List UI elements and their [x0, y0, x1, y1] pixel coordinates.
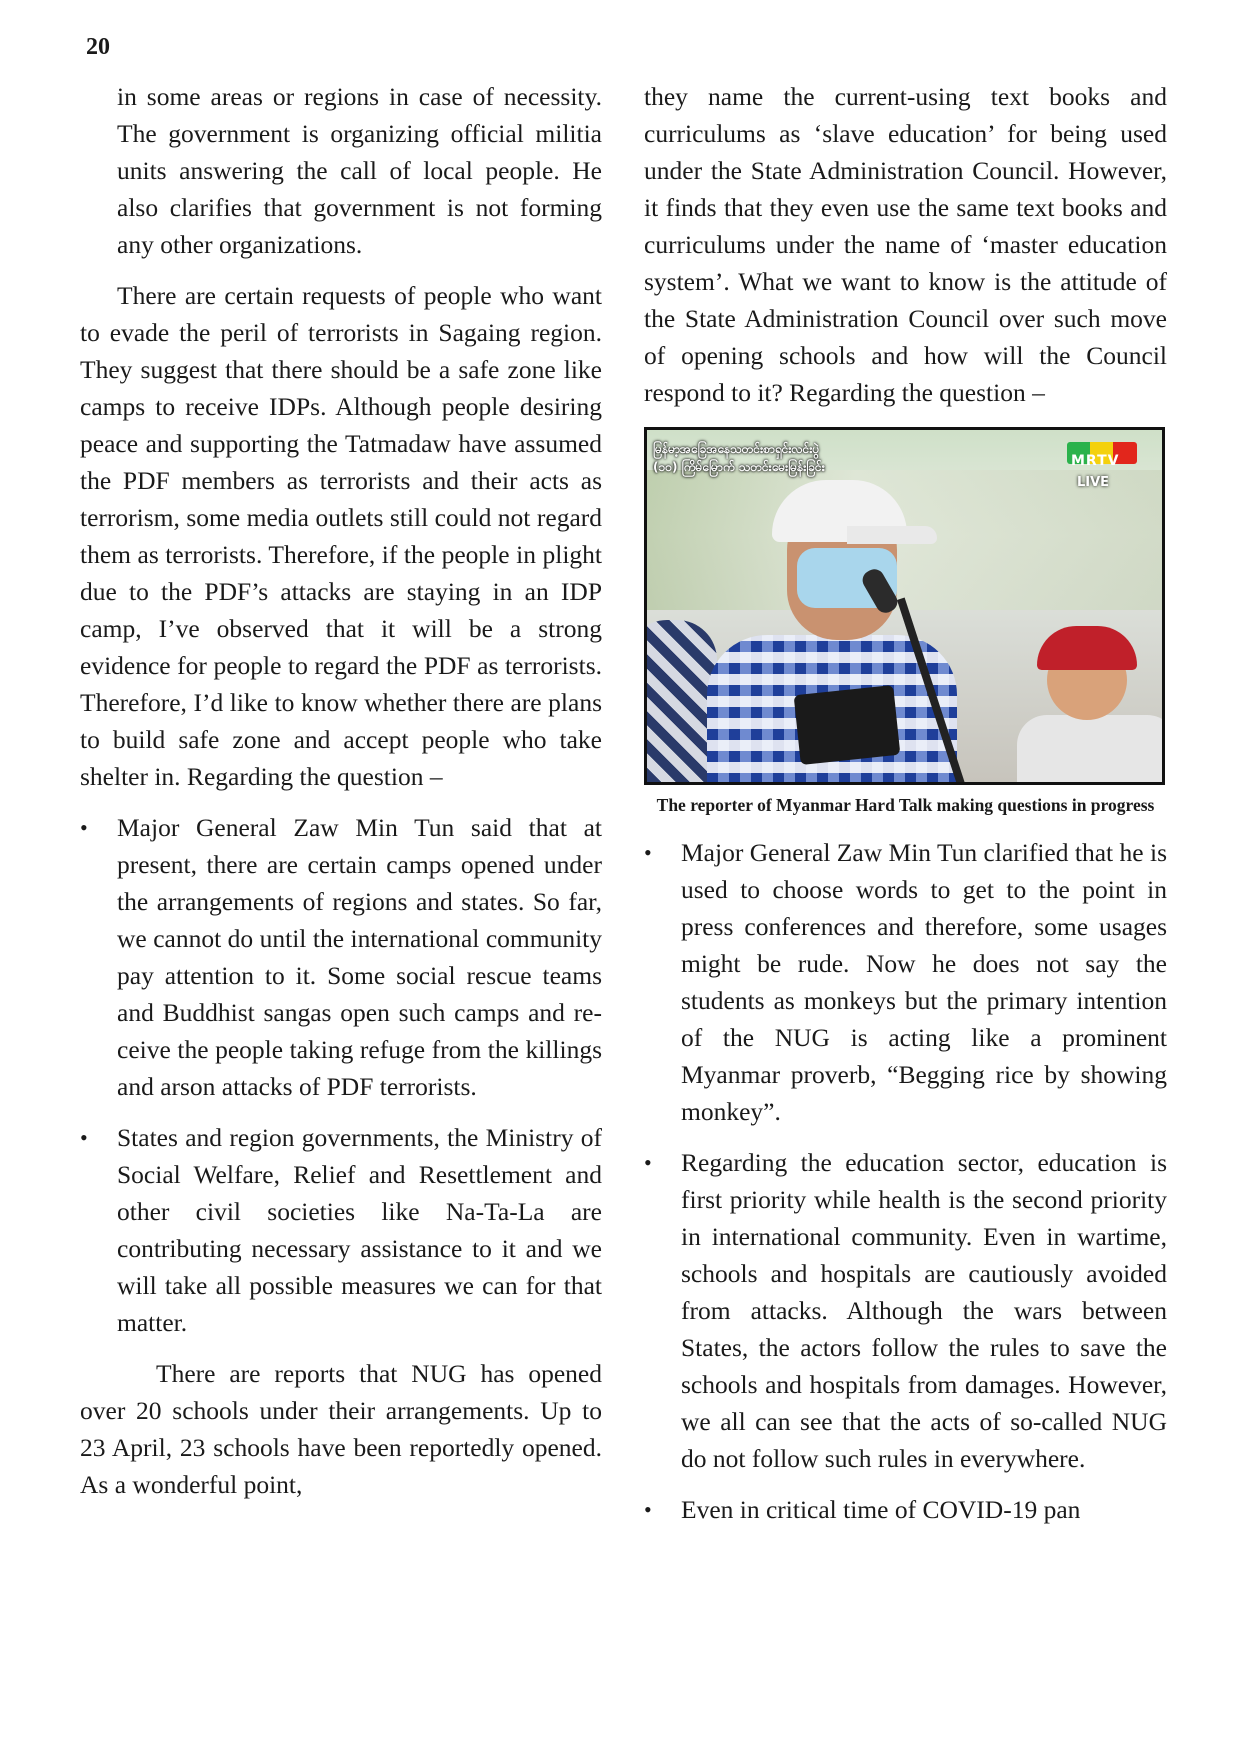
bullet-text: Major General Zaw Min Tun clarified that he is used to choose words to get to the point in press conferences and therefore, some usages might be rude. Now he does not say the students as monkeys but the primary intention of the NUG is acting like a prominent Myanmar proverb, “Begging rice by showing monkey”. — [681, 838, 1167, 1126]
page-number: 20 — [86, 34, 110, 60]
overlay-line-1: မြန်မာ့အခြေအနေသတင်းစာရှင်းလင်းပွဲ — [653, 442, 820, 456]
reporter-photo — [644, 427, 1165, 785]
answer-bullet-list — [644, 834, 1167, 1528]
photo-caption: The reporter of Myanmar Hard Talk making questions in progress — [656, 795, 1155, 815]
live-indicator: LIVE — [1077, 475, 1110, 490]
photo-red-cap — [1037, 626, 1137, 670]
tv-channel-logo — [1067, 442, 1163, 490]
bullet-text: Regarding the education sector, education is first priority while health is the second priority in international community. Even in wartime, schools and hospitals are cautiously avoided from attacks. Although the wars between States, the actors follow the rules to save the schools and hospitals from damages. However, we all can see that the acts of so-called NUG do not follow such rules in everywhere. — [681, 1148, 1167, 1473]
list-item — [644, 1491, 1167, 1528]
bullet-text: Major General Zaw Min Tun said that at present, there are certain camps opened under the arrangements of regions and states. So far, we cannot do until the international community pay attention to it. Some social rescue teams and Buddhist sangas open such camps and receive the people taking refuge from the killings and arson attacks of PDF terrorists. — [117, 813, 602, 1101]
continued-paragraph: they name the current-using text books and curriculums as ‘slave education’ for being used under the State Administration Council. However, it finds that they even use the same text books and curriculums under the name of ‘master education system’. What we want to know is the attitude of the State Administration Council over such move of opening schools and how will the Council respond to it? Regarding the question – — [644, 82, 1167, 407]
left-column — [80, 78, 602, 1517]
right-column — [644, 78, 1167, 1542]
bullet-icon: • — [80, 815, 88, 840]
list-item — [644, 1144, 1167, 1477]
photo-tablet — [794, 685, 901, 765]
photo-right-person-shirt — [1017, 715, 1165, 785]
bullet-text: Even in critical time of COVID-19 pan — [681, 1495, 1081, 1524]
broadcast-overlay-text — [653, 440, 825, 476]
list-item — [644, 834, 1167, 1130]
bullet-icon: • — [644, 1497, 652, 1522]
question-paragraph-2: There are reports that NUG has opened over 20 schools under their arrangements. Up to 23 April, 23 schools have been reportedly opened. As a wonderful point, — [80, 1359, 602, 1499]
question-paragraph: There are certain requests of people who want to evade the peril of terrorists in Sagaing region. They suggest that there should be a safe zone like camps to receive IDPs. Although people desiring peace and supporting the Tatmadaw have assumed the PDF members as terrorists and their acts as terrorism, some media outlets still could not regard them as terrorists. Therefore, if the people in plight due to the PDF’s attacks are staying in an IDP camp, I’ve observed that it will be a strong evidence for people to regard the PDF as terrorists. Therefore, I’d like to know whether there are plans to build safe zone and accept people who take shelter in. Regarding the question – — [80, 281, 602, 791]
list-item — [80, 809, 602, 1105]
bullet-icon: • — [80, 1125, 88, 1150]
list-item — [80, 1119, 602, 1341]
bullet-text: States and region governments, the Ministry of Social Welfare, Relief and Resettlement and other civil societies like Na-Ta-La are contributing necessary assistance to it and we will take all possible measures we can for that matter. — [117, 1123, 602, 1337]
bullet-icon: • — [644, 1150, 652, 1175]
bullet-icon: • — [644, 840, 652, 865]
overlay-line-2: (၁၀) ကြိမ်မြောက် သတင်းမေးမြန်းခြင်း — [653, 460, 825, 474]
channel-logo-text: MRTV — [1071, 453, 1120, 469]
photo-cap-brim — [847, 526, 937, 544]
continued-paragraph: in some areas or regions in case of necessity. The government is organizing official militia units answering the call of local people. He also clarifies that government is not forming any other organizations. — [117, 82, 602, 259]
answer-bullet-list — [80, 809, 602, 1341]
